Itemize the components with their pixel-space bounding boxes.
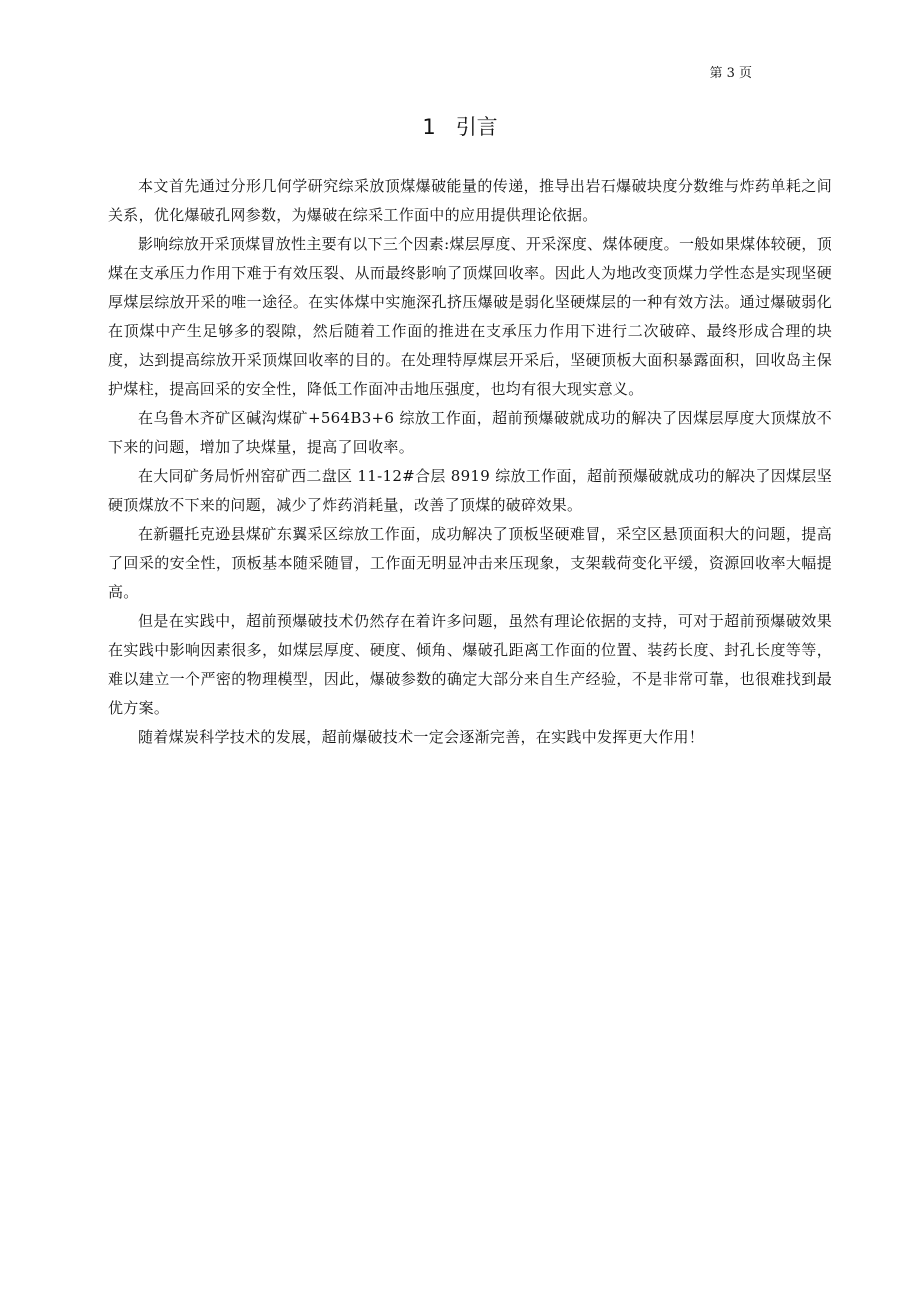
paragraph: 在乌鲁木齐矿区碱沟煤矿+564B3+6 综放工作面，超前预爆破就成功的解决了因煤层厚度大顶煤放不下来的问题，增加了块煤量，提高了回收率。 — [108, 409, 832, 456]
paragraph: 本文首先通过分形几何学研究综采放顶煤爆破能量的传递，推导出岩石爆破块度分数维与炸药单耗之间关系，优化爆破孔网参数，为爆破在综采工作面中的应用提供理论依据。 — [108, 177, 832, 224]
section-number: 1 — [422, 115, 436, 139]
paragraph: 影响综放开采顶煤冒放性主要有以下三个因素:煤层厚度、开采深度、煤体硬度。一般如果煤体较硬，顶煤在支承压力作用下难于有效压裂、从而最终影响了顶煤回收率。因此人为地改变顶煤力学性态是实现坚硬厚煤层综放开采的唯一途径。在实体煤中实施深孔挤压爆破是弱化坚硬煤层的一种有效方法。通过爆破弱化在顶煤中产生足够多的裂隙，然后随着工作面的推进在支承压力作用下进行二次破碎、最终形成合理的块度，达到提高综放开采顶煤回收率的目的。在处理特厚煤层开采后，坚硬顶板大面积暴露面积，回收岛主保护煤柱，提高回采的安全性，降低工作面冲击地压强度，也均有很大现实意义。 — [108, 235, 832, 398]
paragraph: 随着煤炭科学技术的发展，超前爆破技术一定会逐渐完善，在实践中发挥更大作用！ — [138, 728, 705, 746]
paragraph: 在大同矿务局忻州窑矿西二盘区 11-12#合层 8919 综放工作面，超前预爆破就成功的解决了因煤层坚硬顶煤放不下来的问题，减少了炸药消耗量，改善了顶煤的破碎效果。 — [108, 467, 832, 514]
document-body — [108, 172, 832, 752]
section-title — [0, 113, 920, 141]
section-title-text: 引言 — [455, 115, 498, 139]
paragraph: 在新疆托克逊县煤矿东翼采区综放工作面，成功解决了顶板坚硬难冒，采空区悬顶面积大的问题，提高了回采的安全性，顶板基本随采随冒，工作面无明显冲击来压现象，支架载荷变化平缓，资源回收率大幅提高。 — [108, 525, 832, 601]
paragraph: 但是在实践中，超前预爆破技术仍然存在着许多问题，虽然有理论依据的支持，可对于超前预爆破效果在实践中影响因素很多，如煤层厚度、硬度、倾角、爆破孔距离工作面的位置、装药长度、封孔长度等等，难以建立一个严密的物理模型，因此，爆破参数的确定大部分来自生产经验，不是非常可靠，也很难找到最优方案。 — [108, 612, 832, 717]
page-number: 第 3 页 — [709, 66, 752, 81]
